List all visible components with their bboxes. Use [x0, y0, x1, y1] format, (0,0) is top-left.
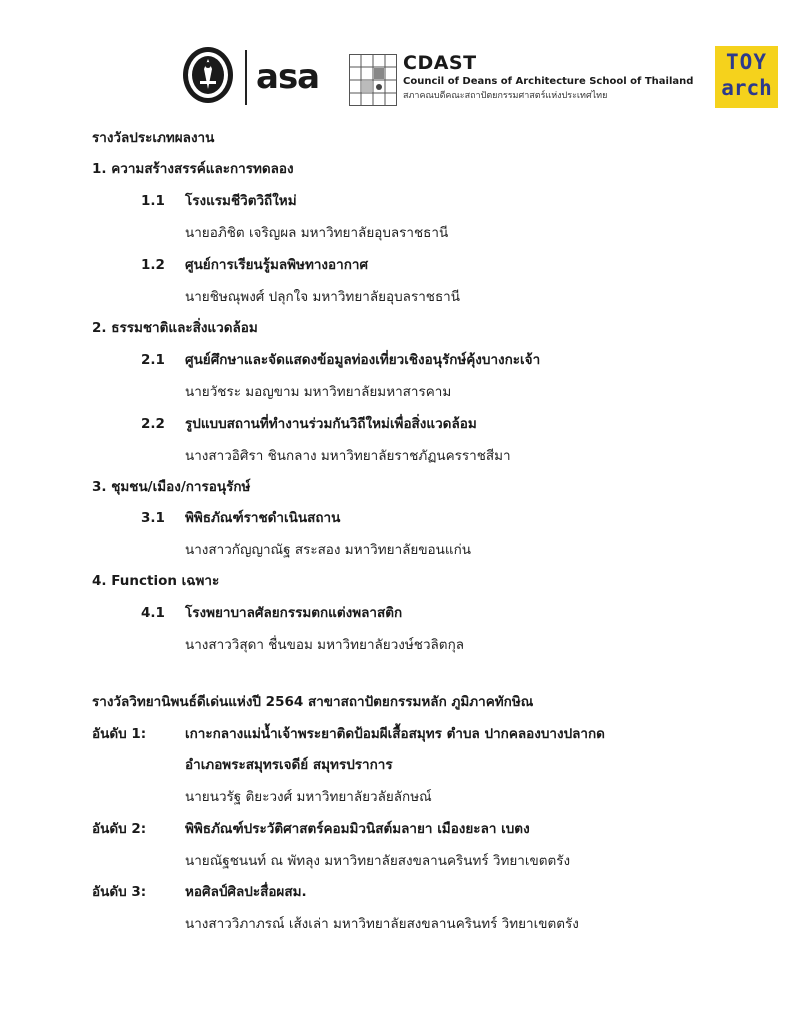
- item-number: 1.2: [141, 257, 165, 273]
- rank-label: อันดับ 3:: [92, 884, 147, 900]
- item-person: นายชิษณุพงศ์ ปลุกใจ มหาวิทยาลัยอุบลราชธานี: [185, 289, 460, 305]
- item-title: ศูนย์ศึกษาและจัดแสดงข้อมูลท่องเที่ยวเชิงอนุรักษ์คุ้งบางกะเจ้า: [185, 352, 541, 368]
- university-seal-logo: [181, 45, 235, 105]
- thesis-person: นายนวรัฐ ติยะวงศ์ มหาวิทยาลัยวลัยลักษณ์: [185, 789, 432, 805]
- cdast-title: CDAST: [403, 52, 477, 74]
- item-number: 4.1: [141, 605, 165, 621]
- thesis-title: หอศิลป์ศิลปะสื่อผสม.: [185, 884, 307, 900]
- item-number: 2.1: [141, 352, 165, 368]
- item-person: นายวัชระ มอญขาม มหาวิทยาลัยมหาสารคาม: [185, 384, 452, 400]
- category-4-label: 4. Function เฉพาะ: [92, 573, 220, 589]
- item-number: 1.1: [141, 193, 165, 209]
- logo-divider: [245, 50, 247, 105]
- section1-heading: รางวัลประเภทผลงาน: [92, 130, 215, 146]
- item-person: นางสาวกัญญาณัฐ สระสอง มหาวิทยาลัยขอนแก่น: [185, 542, 471, 558]
- cdast-thai-name: สภาคณบดีคณะสถาปัตยกรรมศาสตร์แห่งประเทศไทย: [403, 91, 608, 101]
- svg-text:asa: asa: [256, 57, 320, 96]
- item-number: 3.1: [141, 510, 165, 526]
- item-number: 2.2: [141, 416, 165, 432]
- asa-logo: [256, 56, 340, 96]
- rank-label: อันดับ 2:: [92, 821, 147, 837]
- thesis-title: พิพิธภัณฑ์ประวัติศาสตร์คอมมิวนิสต์มลายา เมืองยะลา เบตง: [185, 821, 530, 837]
- category-3-label: 3. ชุมชน/เมือง/การอนุรักษ์: [92, 479, 251, 495]
- item-person: นายอภิชิต เจริญผล มหาวิทยาลัยอุบลราชธานี: [185, 225, 449, 241]
- item-title: ศูนย์การเรียนรู้มลพิษทางอากาศ: [185, 257, 369, 273]
- thesis-person: นางสาววิภาภรณ์ เส้งเล่า มหาวิทยาลัยสงขลานครินทร์ วิทยาเขตตรัง: [185, 916, 579, 932]
- item-person: นางสาวอิศิรา ชินกลาง มหาวิทยาลัยราชภัฏนครราชสีมา: [185, 448, 511, 464]
- item-title: รูปแบบสถานที่ทำงานร่วมกันวิถีใหม่เพื่อสิ่งแวดล้อม: [185, 416, 477, 432]
- toy-logo-line1: TOY: [726, 50, 767, 74]
- item-person: นางสาววิสุดา ชื่นขอม มหาวิทยาลัยวงษ์ชวลิตกุล: [185, 637, 465, 653]
- category-2-label: 2. ธรรมชาติและสิ่งแวดล้อม: [92, 320, 258, 336]
- toy-arch-logo: [715, 46, 778, 108]
- cdast-english-name: Council of Deans of Architecture School of Thailand: [403, 76, 694, 87]
- thesis-title: เกาะกลางแม่น้ำเจ้าพระยาติดป้อมผีเสื้อสมุทร ตำบล ปากคลองบางปลากด: [185, 726, 605, 742]
- item-title: โรงแรมชีวิตวิถีใหม่: [185, 193, 297, 209]
- thesis-title-line2: อำเภอพระสมุทรเจดีย์ สมุทรปราการ: [185, 757, 393, 773]
- section2-heading: รางวัลวิทยานิพนธ์ดีเด่นแห่งปี 2564 สาขาสถาปัตยกรรมหลัก ภูมิภาคทักษิณ: [92, 694, 534, 710]
- category-1-label: 1. ความสร้างสรรค์และการทดลอง: [92, 161, 294, 177]
- rank-label: อันดับ 1:: [92, 726, 147, 742]
- item-title: พิพิธภัณฑ์ราชดำเนินสถาน: [185, 510, 341, 526]
- cdast-grid-logo: [349, 54, 397, 106]
- toy-logo-line2: arch: [721, 76, 772, 100]
- thesis-person: นายณัฐชนนท์ ณ พัทลุง มหาวิทยาลัยสงขลานครินทร์ วิทยาเขตตรัง: [185, 853, 571, 869]
- item-title: โรงพยาบาลศัลยกรรมตกแต่งพลาสติก: [185, 605, 403, 621]
